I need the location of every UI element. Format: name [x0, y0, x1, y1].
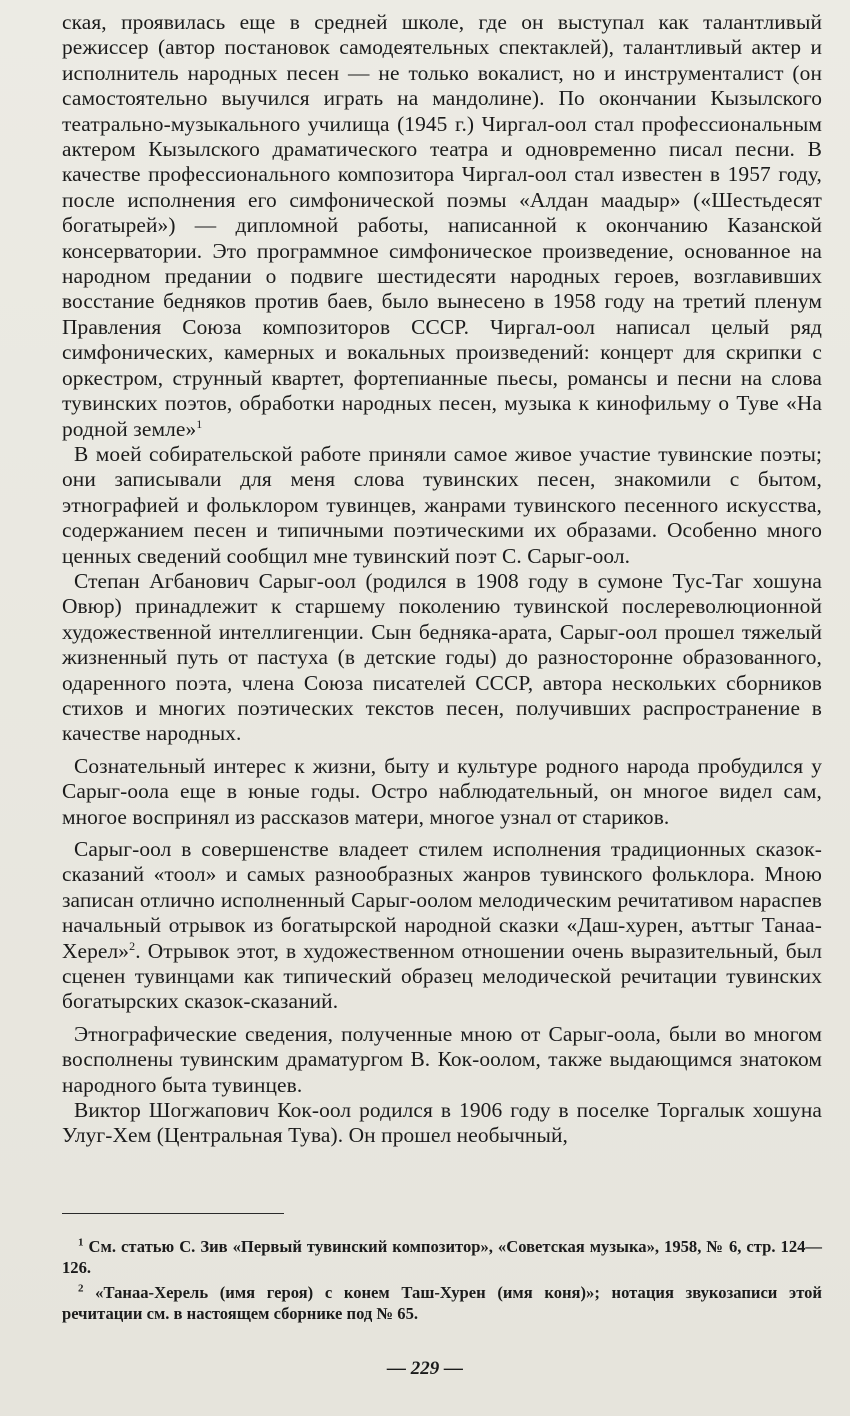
- footnote-1: $^1$ См. статью С. Зив «Первый тувинский композитор», «Советская музыка», 1958, № 6, стр. 124—126.: [62, 1236, 823, 1277]
- paragraph-4: Сознательный интерес к жизни, быту и культуре родного народа пробудился у Сарыг-оола еще в юные годы. Остро наблюдательный, он многое видел сам, многое воспринял из рассказов матери, многое узнал от стариков.: [62, 753, 822, 829]
- paragraph-5: Сарыг-оол в совершенстве владеет стилем исполнения традиционных сказок-сказаний «тоол» и самых разнообразных жанров тувинского фольклора. Мною записан отлично исполненный Сарыг-оолом мелодическим речитативом нараспев начальный отрывок из богатырской народной сказки «Даш-хурен, аъттыг Танаа-Херел»$^2$. Отрывок этот, в художественном отношении очень выразительный, был сценен тувинцами как типический образец мелодической речитации тувинских богатырских сказок-сказаний.: [62, 837, 822, 1014]
- footnote-ref-2: 2: [129, 938, 136, 953]
- footnote-divider: [62, 1213, 284, 1214]
- paragraph-3: Степан Агбанович Сарыг-оол (родился в 1908 году в сумоне Тус-Таг хошуна Овюр) принадлежит к старшему поколению тувинской послереволюционной художественной интеллигенции. Сын бедняка-арата, Сарыг-оол прошел тяжелый жизненный путь от пастуха (в детские годы) до разносторонне образованного, одаренного поэта, члена Союза писателей СССР, автора нескольких сборников стихов и многих поэтических текстов песен, получивших распространение в качестве народных.: [62, 568, 822, 746]
- footnotes: [62, 1236, 822, 1328]
- paragraph-6: Этнографические сведения, полученные мною от Сарыг-оола, были во многом восполнены тувинским драматургом В. Кок-оолом, также выдающимся знатоком народного быта тувинцев.: [62, 1021, 822, 1097]
- footnote-2: $^2$ «Танаа-Херель (имя героя) с конем Таш-Хурен (имя коня)»; нотация звукозаписи этой речитации см. в настоящем сборнике под № 65.: [62, 1282, 822, 1323]
- paragraph-2: В моей собирательской работе приняли самое живое участие тувинские поэты; они записывали для меня слова тувинских песен, знакомили с бытом, этнографией и фольклором тувинцев, жанрами тувинского песенного искусства, содержанием песен и типичными поэтическими их образами. Особенно много ценных сведений сообщил мне тувинский поэт С. Сарыг-оол.: [62, 441, 822, 568]
- paragraph-1: ская, проявилась еще в средней школе, где он выступал как талантливый режиссер (автор постановок самодеятельных спектаклей), талантливый актер и исполнитель народных песен — не только вокалист, но и инструменталист (он самостоятельно выучился играть на мандолине). По окончании Кызылского театрально-музыкального училища (1945 г.) Чиргал-оол стал профессиональным актером Кызылского драматического театра и одновременно писал песни. В качестве профессионального композитора Чиргал-оол стал известен в 1957 году, после исполнения его симфонической поэмы «Алдан маадыр» («Шестьдесят богатырей») — дипломной работы, написанной к окончанию Казанской консерватории. Это программное симфоническое произведение, основанное на народном предании о подвиге шестидесяти народных героев, возглавивших восстание бедняков против баев, было вынесено в 1958 году на третий пленум Правления Союза композиторов СССР. Чиргал-оол написал целый ряд симфонических, камерных и вокальных произведений: концерт для скрипки с оркестром, струнный квартет, фортепианные пьесы, романсы и песни на слова тувинских поэтов, обработки народных песен, музыка к кинофильму о Туве «На родной земле»$^1$: [62, 10, 822, 441]
- page-number: — 229 —: [387, 1358, 463, 1379]
- paragraph-7: Виктор Шогжапович Кок-оол родился в 1906 году в поселке Торгалык хошуна Улуг-Хем (Центральная Тува). Он прошел необычный,: [62, 1098, 822, 1148]
- footnote-ref-1: 1: [196, 416, 203, 431]
- body-text: [62, 10, 822, 1149]
